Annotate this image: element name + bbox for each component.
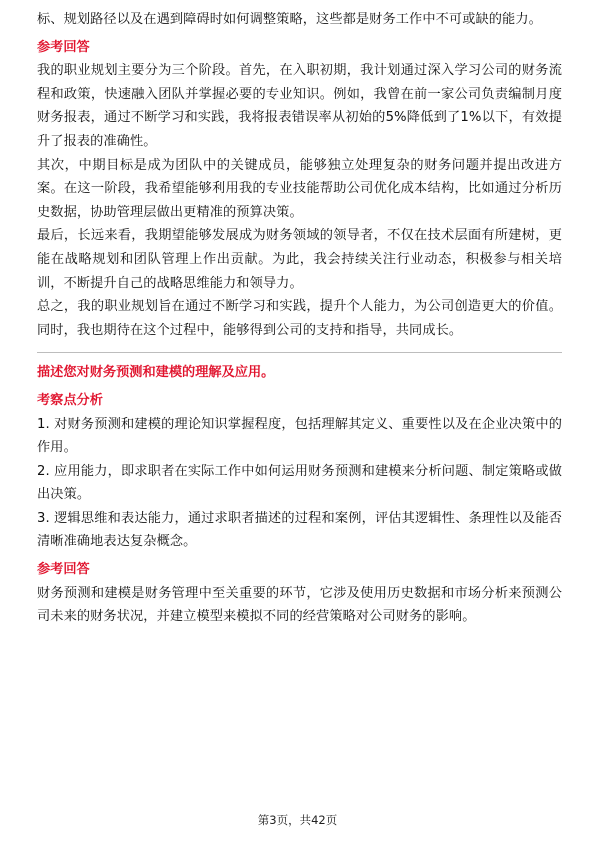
- analysis-item-3: 3. 逻辑思维和表达能力，通过求职者描述的过程和案例，评估其逻辑性、条理性以及能否清晰准确地表达复杂概念。: [37, 510, 562, 550]
- answer-paragraph-1: 我的职业规划主要分为三个阶段。首先，在入职初期，我计划通过深入学习公司的财务流程和政策，快速融入团队并掌握必要的专业知识。例如，我曾在前一家公司负责编制月度财务报表，通过不断学习和实践，我将报表错误率从初始的5%降低到了1%以下，有效提升了报表的准确性。: [37, 63, 562, 149]
- reference-answer-heading: 参考回答: [37, 39, 90, 55]
- reference-answer-heading-2: 参考回答: [37, 562, 90, 578]
- answer-paragraph-4: 总之，我的职业规划旨在通过不断学习和实践，提升个人能力，为公司创造更大的价值。同时，我也期待在这个过程中，能够得到公司的支持和指导，共同成长。: [37, 299, 562, 338]
- answer-text: 财务预测和建模是财务管理中至关重要的环节，它涉及使用历史数据和市场分析来预测公司未来的财务状况，并建立模型来模拟不同的经营策略对公司财务的影响。: [37, 585, 562, 625]
- analysis-item-2: 2. 应用能力，即求职者在实际工作中如何运用财务预测和建模来分析问题、制定策略或做出决策。: [37, 463, 562, 503]
- section-divider: [37, 352, 562, 353]
- analysis-heading: 考察点分析: [37, 392, 103, 408]
- analysis-item-1: 1. 对财务预测和建模的理论知识掌握程度，包括理解其定义、重要性以及在企业决策中的作用。: [37, 416, 562, 456]
- continued-paragraph: 标、规划路径以及在遇到障碍时如何调整策略，这些都是财务工作中不可或缺的能力。: [37, 12, 542, 27]
- document-page: [37, 0, 562, 629]
- question-title: 描述您对财务预测和建模的理解及应用。: [37, 365, 275, 381]
- answer-paragraph-3: 最后，长远来看，我期望能够发展成为财务领域的领导者，不仅在技术层面有所建树，更能在战略规划和团队管理上作出贡献。为此，我会持续关注行业动态，积极参与相关培训，不断提升自己的战略思维能力和领导力。: [37, 228, 562, 291]
- answer-paragraph-2: 其次，中期目标是成为团队中的关键成员，能够独立处理复杂的财务问题并提出改进方案。在这一阶段，我希望能够利用我的专业技能帮助公司优化成本结构，比如通过分析历史数据，协助管理层做出更精准的预算决策。: [37, 157, 562, 220]
- page-number: 第3页，共42页: [257, 813, 338, 827]
